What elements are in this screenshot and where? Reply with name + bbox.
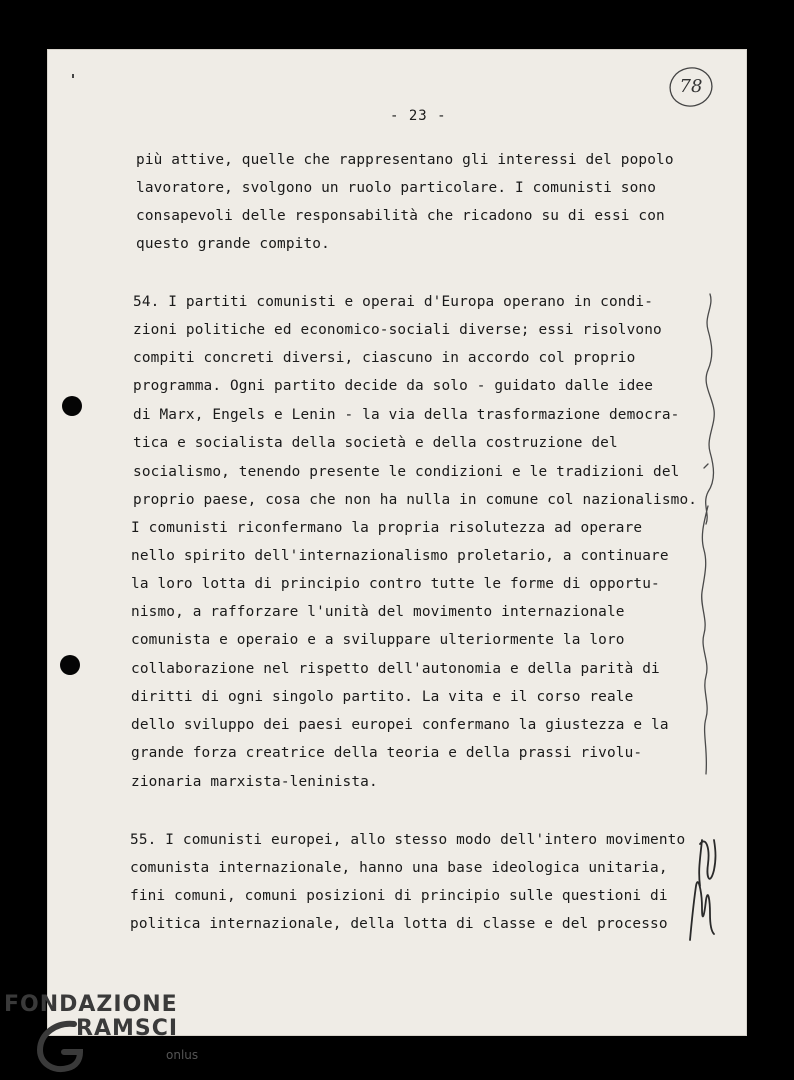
text-line: dello sviluppo dei paesi europei confermano la giustezza e la <box>131 717 669 733</box>
text-line: socialismo, tenendo presente le condizioni e le tradizioni del <box>133 464 680 480</box>
text-line: diritti di ogni singolo partito. La vita e il corso reale <box>131 689 634 705</box>
text-line: comunista internazionale, hanno una base ideologica unitaria, <box>130 860 668 876</box>
watermark-line2: RAMSCI <box>76 1016 179 1041</box>
text-line: zioni politiche ed economico-sociali diverse; essi risolvono <box>133 322 662 338</box>
archive-number-text: 78 <box>679 76 703 97</box>
text-line: 54. I partiti comunisti e operai d'Europa operano in condi- <box>133 294 654 310</box>
archive-number-stamp <box>668 64 714 110</box>
text-line: proprio paese, cosa che non ha nulla in comune col nazionalismo. <box>133 492 698 508</box>
text-line: questo grande compito. <box>136 236 330 252</box>
text-line: I comunisti riconfermano la propria risolutezza ad operare <box>131 520 643 536</box>
watermark-line1: FONDAZIONE <box>4 992 178 1017</box>
text-line: zionaria marxista-leninista. <box>131 774 378 790</box>
text-line: lavoratore, svolgono un ruolo particolare. I comunisti sono <box>136 180 657 196</box>
text-line: programma. Ogni partito decide da solo - guidato dalle idee <box>133 378 654 394</box>
handwritten-margin-line <box>694 292 724 776</box>
margin-tick-mark <box>72 74 74 78</box>
page-number: - 23 - <box>390 108 447 124</box>
text-line: 55. I comunisti europei, allo stesso modo dell'intero movimento <box>130 832 686 848</box>
text-line: di Marx, Engels e Lenin - la via della trasformazione democra- <box>133 407 680 423</box>
text-line: collaborazione nel rispetto dell'autonomia e della parità di <box>131 661 660 677</box>
punch-hole <box>62 396 82 416</box>
fondazione-gramsci-watermark <box>4 992 204 1080</box>
text-line: tica e socialista della società e della costruzione del <box>133 435 618 451</box>
text-line: più attive, quelle che rappresentano gli interessi del popolo <box>136 152 674 168</box>
text-line: la loro lotta di principio contro tutte le forme di opportu- <box>131 576 660 592</box>
text-line: consapevoli delle responsabilità che ricadono su di essi con <box>136 208 665 224</box>
text-line: politica internazionale, della lotta di classe e del processo <box>130 916 668 932</box>
text-line: fini comuni, comuni posizioni di principio sulle questioni di <box>130 888 668 904</box>
punch-hole <box>60 655 80 675</box>
watermark-line3: onlus <box>166 1048 199 1062</box>
text-line: comunista e operaio e a sviluppare ulteriormente la loro <box>131 632 625 648</box>
text-line: nismo, a rafforzare l'unità del movimento internazionale <box>131 604 625 620</box>
text-line: nello spirito dell'internazionalismo proletario, a continuare <box>131 548 669 564</box>
handwritten-initials <box>680 830 720 944</box>
text-line: grande forza creatrice della teoria e della prassi rivolu- <box>131 745 643 761</box>
text-line: compiti concreti diversi, ciascuno in accordo col proprio <box>133 350 636 366</box>
